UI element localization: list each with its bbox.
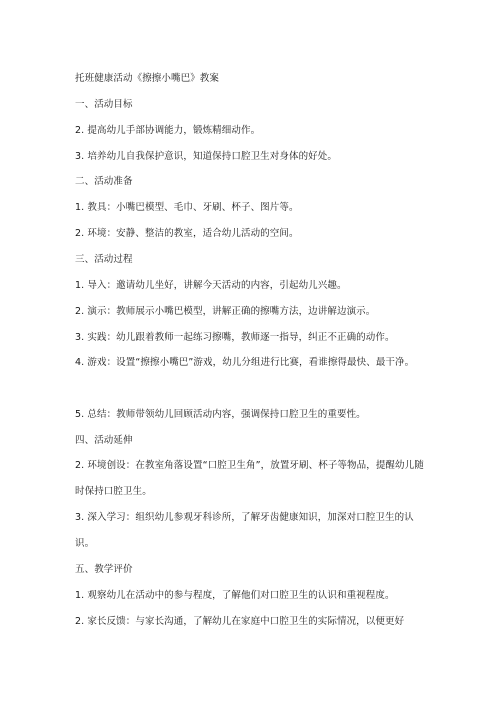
section-heading: 二、活动准备	[75, 176, 133, 187]
section-heading: 三、活动过程	[75, 254, 133, 265]
paragraph: 5. 总结：教师带领幼儿回顾活动内容，强调保持口腔卫生的重要性。	[75, 409, 366, 420]
paragraph: 2. 家长反馈：与家长沟通，了解幼儿在家庭中口腔卫生的实际情况，以便更好	[75, 616, 405, 627]
section-heading: 四、活动延伸	[75, 435, 133, 446]
document-title: 托班健康活动《擦擦小嘴巴》教案	[75, 73, 220, 84]
paragraph: 1. 观察幼儿在活动中的参与程度，了解他们对口腔卫生的认识和重视程度。	[75, 590, 395, 601]
section-heading: 五、教学评价	[75, 564, 133, 575]
paragraph: 2. 环境：安静、整洁的教室，适合幼儿活动的空间。	[75, 228, 299, 239]
paragraph: 3. 实践：幼儿跟着教师一起练习擦嘴，教师逐一指导，纠正不正确的动作。	[75, 332, 395, 343]
paragraph: 3. 深入学习：组织幼儿参观牙科诊所，了解牙齿健康知识，加深对口腔卫生的认识。	[75, 512, 414, 549]
paragraph: 1. 导入：邀请幼儿坐好，讲解今天活动的内容，引起幼儿兴趣。	[75, 280, 347, 291]
paragraph: 4. 游戏：设置“擦擦小嘴巴”游戏，幼儿分组进行比赛，看谁擦得最快、最干净。	[75, 357, 415, 368]
paragraph: 1. 教具：小嘴巴模型、毛巾、牙刷、杯子、图片等。	[75, 202, 299, 213]
paragraph: 2. 提高幼儿手部协调能力，锻炼精细动作。	[75, 125, 261, 136]
section-heading: 一、活动目标	[75, 99, 133, 110]
paragraph: 2. 环境创设：在教室角落设置“口腔卫生角”，放置牙刷、杯子等物品，提醒幼儿随时保持口腔卫生。	[75, 460, 424, 497]
paragraph: 2. 演示：教师展示小嘴巴模型，讲解正确的擦嘴方法，边讲解边演示。	[75, 306, 376, 317]
paragraph: 3. 培养幼儿自我保护意识，知道保持口腔卫生对身体的好处。	[75, 151, 337, 162]
